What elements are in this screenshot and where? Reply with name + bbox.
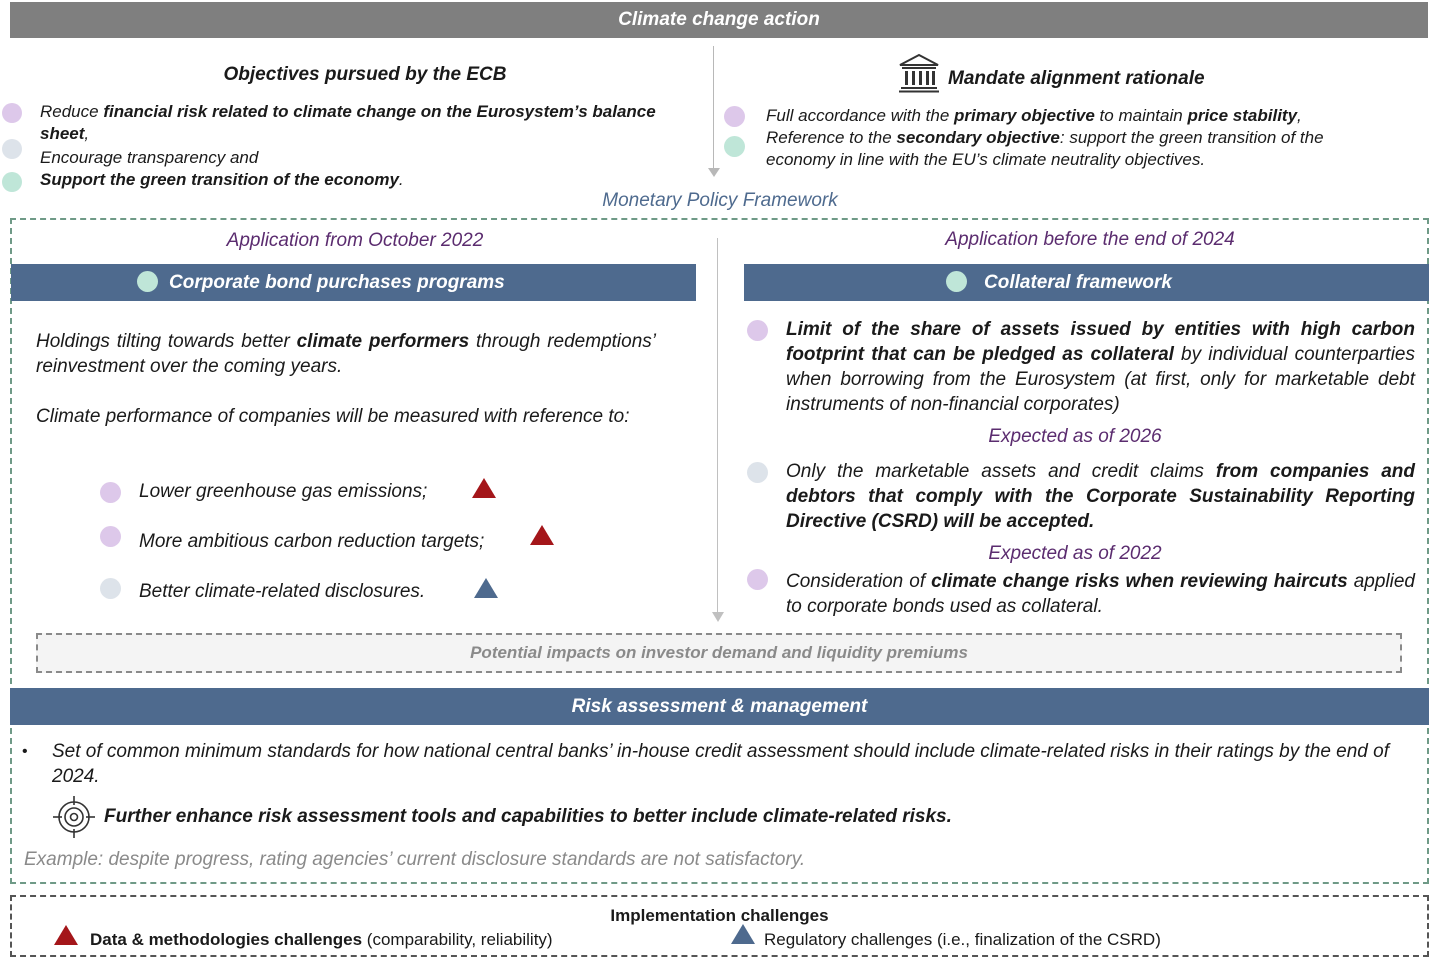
top-divider-arrow [708, 168, 720, 177]
right-application-label: Application before the end of 2024 [945, 229, 1235, 250]
framework-label: Monetary Policy Framework [602, 190, 838, 211]
objective-item-2: Encourage transparency and [40, 148, 259, 167]
collateral-item-2: Only the marketable assets and credit claims from companies and debtors that comply with the Corporate Sustainability Reporting Directive (CSRD) will be accepted. [786, 461, 1415, 532]
objectives-title: Objectives pursued by the ECB [223, 64, 507, 85]
challenges-box [10, 895, 1429, 957]
left-bar-title: Corporate bond purchases programs [169, 272, 505, 293]
left-paragraph-1: Holdings tilting towards better climate performers through redemptions’ reinvestment over the coming years. [36, 331, 656, 377]
middle-divider-arrow [712, 612, 724, 622]
mandate-title: Mandate alignment rationale [948, 68, 1205, 89]
right-bar [744, 264, 1429, 301]
objective-bullet-2 [2, 139, 22, 159]
right-bar-bullet-icon [946, 271, 967, 292]
risk-bullet-text: Set of common minimum standards for how national central banks’ in-house credit assessment should include climate-related risks in their ratings by the end of 2024. [52, 741, 1389, 787]
data-challenge-legend-icon [54, 925, 78, 945]
criteria-item-3: Better climate-related disclosures. [139, 581, 426, 602]
left-application-label: Application from October 2022 [226, 230, 484, 251]
criteria-bullet-3 [100, 578, 121, 599]
expected-label-1: Expected as of 2026 [988, 426, 1162, 447]
data-challenge-triangle-icon [530, 525, 554, 545]
risk-example-text: Example: despite progress, rating agencies’ current disclosure standards are not satisfactory. [24, 849, 806, 870]
criteria-bullet-2 [100, 526, 121, 547]
collateral-bullet-1 [747, 320, 768, 341]
regulatory-challenge-triangle-icon [474, 578, 498, 598]
mandate-bullet-1 [724, 106, 745, 127]
left-bar-bullet-icon [137, 271, 158, 292]
left-bar [11, 264, 696, 301]
header-bar [10, 2, 1428, 38]
risk-bar-title: Risk assessment & management [571, 696, 868, 717]
mandate-item-1: Full accordance with the primary objective to maintain price stability, [766, 106, 1302, 125]
objective-item-1: Reduce financial risk related to climate change on the Eurosystem’s balance sheet, [40, 102, 656, 143]
mandate-item-2: Reference to the secondary objective: support the green transition of the economy in line with the EU’s climate neutrality objectives. [766, 128, 1324, 169]
top-divider-line [713, 46, 714, 168]
collateral-bullet-2 [747, 462, 768, 483]
data-challenge-triangle-icon [472, 478, 496, 498]
risk-bar [10, 688, 1429, 725]
challenges-regulatory-text: Regulatory challenges (i.e., finalization of the CSRD) [764, 930, 1161, 949]
target-icon [52, 795, 96, 839]
collateral-item-3: Consideration of climate change risks when reviewing haircuts applied to corporate bonds used as collateral. [786, 571, 1415, 617]
left-paragraph-2: Climate performance of companies will be measured with reference to: [36, 406, 630, 427]
objective-bullet-3 [2, 172, 22, 192]
criteria-item-1: Lower greenhouse gas emissions; [139, 481, 428, 502]
risk-bullet-dot: • [22, 743, 28, 760]
bank-icon [898, 53, 940, 93]
expected-label-2: Expected as of 2022 [988, 543, 1162, 564]
objective-item-3: Support the green transition of the economy. [40, 170, 404, 189]
regulatory-challenge-legend-icon [731, 924, 755, 944]
impacts-box [36, 633, 1402, 673]
collateral-bullet-3 [747, 569, 768, 590]
header-title: Climate change action [618, 9, 820, 30]
right-bar-title: Collateral framework [984, 272, 1172, 293]
criteria-bullet-1 [100, 482, 121, 503]
middle-divider-line [717, 238, 718, 614]
impacts-text: Potential impacts on investor demand and liquidity premiums [470, 643, 968, 662]
risk-enhance-text: Further enhance risk assessment tools and capabilities to better include climate-related risks. [104, 806, 952, 827]
criteria-item-2: More ambitious carbon reduction targets; [139, 531, 485, 552]
mandate-bullet-2 [724, 136, 745, 157]
collateral-item-1: Limit of the share of assets issued by entities with high carbon footprint that can be pledged as collateral by individual counterparties when borrowing from the Eurosystem (at first, only for marketable debt instruments of non-financial corporates) [786, 319, 1415, 415]
objective-bullet-1 [2, 103, 22, 123]
challenges-data-text: Data & methodologies challenges (comparability, reliability) [90, 930, 553, 949]
challenges-title: Implementation challenges [610, 906, 829, 925]
